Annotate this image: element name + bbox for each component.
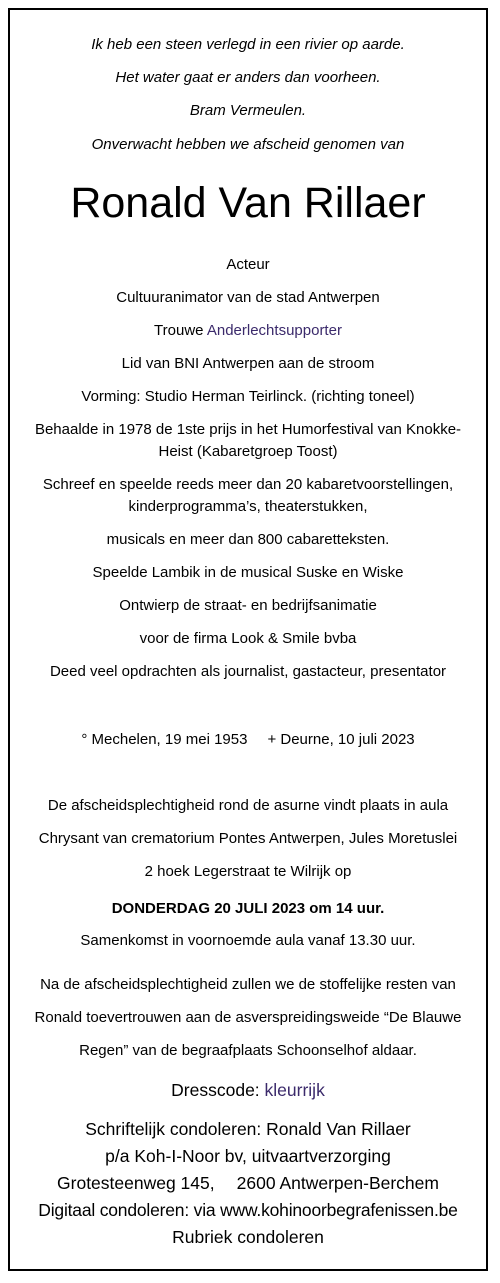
poem-author: Bram Vermeulen. <box>189 102 307 119</box>
condolence-section: Rubriek condoleren <box>172 1227 324 1247</box>
bio-line-2: Cultuuranimator van de stad Antwerpen <box>116 289 380 306</box>
dates-line <box>10 730 486 750</box>
bio-line-7b: kinderprogramma’s, theaterstukken, <box>128 498 368 515</box>
bio-line-6b: Heist (Kabaretgroep Toost) <box>158 443 338 460</box>
poem-line-2: Het water gaat er anders dan voorheen. <box>115 69 381 86</box>
bio-line-11: voor de firma Look & Smile bvba <box>139 630 357 647</box>
bio-line-3-prefix: Trouwe <box>154 322 207 339</box>
remains-line-2: Ronald toevertrouwen aan de asverspreidingsweide “De Blauwe <box>34 1009 462 1026</box>
condolence-address <box>10 1171 486 1195</box>
club-name: Anderlechtsupporter <box>206 322 342 339</box>
bio-line-5: Vorming: Studio Herman Teirlinck. (richting toneel) <box>81 388 415 405</box>
ceremony-line-2: Chrysant van crematorium Pontes Antwerpen, Jules Moretuslei <box>38 830 458 847</box>
address-city: 2600 Antwerpen-Berchem <box>236 1173 439 1193</box>
birth-date: ° Mechelen, 19 mei 1953 <box>81 731 248 748</box>
digital-condolence: Digitaal condoleren: via www.kohinoorbegrafenissen.be <box>38 1200 458 1220</box>
bio-line-12: Deed veel opdrachten als journalist, gastacteur, presentator <box>49 663 447 680</box>
remains-line-1: Na de afscheidsplechtigheid zullen we de stoffelijke resten van <box>40 976 456 993</box>
bio-line-10: Ontwierp de straat- en bedrijfsanimatie <box>119 597 377 614</box>
deceased-name: Ronald Van Rillaer <box>70 179 426 227</box>
bio-line-3 <box>10 321 486 341</box>
bio-line-6a: Behaalde in 1978 de 1ste prijs in het Humorfestival van Knokke- <box>34 421 462 438</box>
gathering-time: Samenkomst in voornoemde aula vanaf 13.30 uur. <box>80 932 416 949</box>
ceremony-line-1: De afscheidsplechtigheid rond de asurne vindt plaats in aula <box>47 797 449 814</box>
dresscode-label: Dresscode: <box>171 1080 265 1100</box>
obituary-card <box>8 8 488 1271</box>
ceremony-line-3: 2 hoek Legerstraat te Wilrijk op <box>144 863 352 880</box>
dresscode-value: kleurrijk <box>264 1080 325 1100</box>
bio-line-4: Lid van BNI Antwerpen aan de stroom <box>121 355 375 372</box>
ceremony-date-time: DONDERDAG 20 JULI 2023 om 14 uur. <box>111 900 385 917</box>
condolence-line-2: p/a Koh-I-Noor bv, uitvaartverzorging <box>105 1146 391 1166</box>
address-street: Grotesteenweg 145, <box>57 1173 215 1193</box>
bio-line-7a: Schreef en speelde reeds meer dan 20 kabaretvoorstellingen, <box>42 476 454 493</box>
bio-line-8: musicals en meer dan 800 cabaretteksten. <box>106 531 390 548</box>
remains-line-3: Regen” van de begraafplaats Schoonselhof aldaar. <box>79 1042 417 1059</box>
poem-line-1: Ik heb een steen verlegd in een rivier op aarde. <box>91 36 405 53</box>
intro-text: Onverwacht hebben we afscheid genomen van <box>91 136 405 153</box>
death-date: + Deurne, 10 juli 2023 <box>267 731 415 748</box>
bio-line-1: Acteur <box>226 256 270 273</box>
dresscode <box>10 1078 486 1102</box>
condolence-line-1: Schriftelijk condoleren: Ronald Van Rillaer <box>85 1119 411 1139</box>
bio-line-9: Speelde Lambik in de musical Suske en Wiske <box>92 564 404 581</box>
